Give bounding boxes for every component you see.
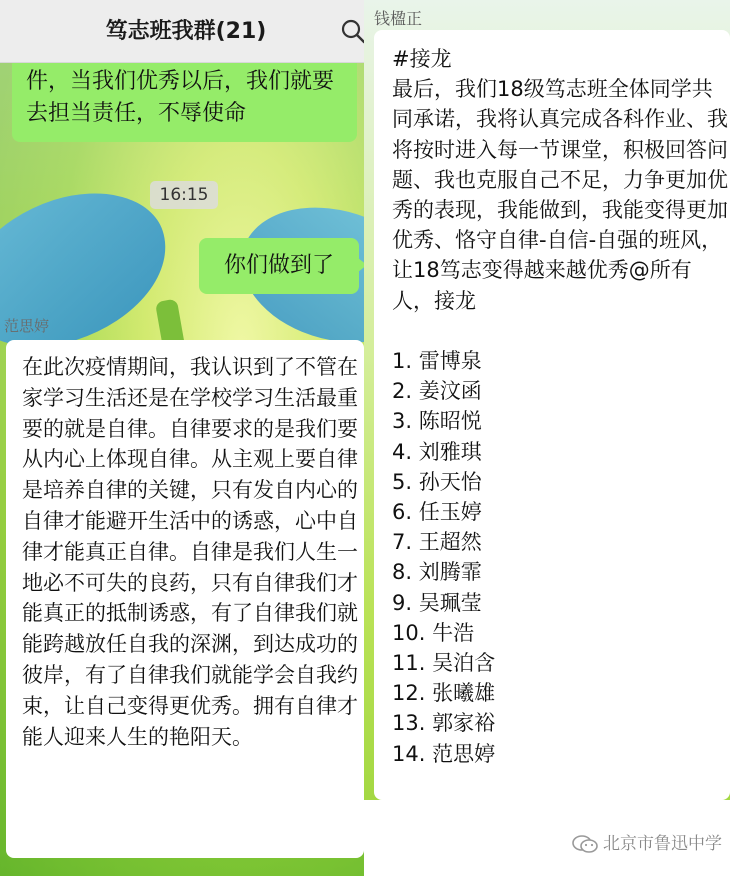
list-item: 4. 刘雅琪	[392, 439, 482, 464]
list-item: 9. 吴珮莹	[392, 590, 482, 615]
wechat-official-account-icon	[571, 833, 599, 855]
list-item: 2. 姜汶函	[392, 379, 482, 404]
message-timestamp: 16:15	[150, 181, 218, 209]
sender-name: 钱楹正	[374, 9, 423, 28]
list-item: 12. 张曦雄	[392, 681, 496, 706]
watermark-text: 北京市鲁迅中学	[603, 834, 722, 854]
chat-title: 笃志班我群(21)	[105, 19, 267, 44]
message-text: 你们做到了	[223, 253, 334, 278]
list-item: 13. 郭家裕	[392, 711, 496, 736]
list-item: 14. 范思婷	[392, 741, 496, 766]
chat-header	[0, 0, 372, 63]
watermark	[571, 831, 722, 857]
list-item: 8. 刘腾霏	[392, 560, 482, 585]
search-icon[interactable]	[340, 18, 366, 44]
list-item: 11. 吴泊含	[392, 651, 496, 676]
sender-name: 范思婷	[4, 317, 50, 335]
list-item: 1. 雷博泉	[392, 349, 482, 374]
message-bubble-sent[interactable]	[12, 56, 357, 142]
message-text: 在此次疫情期间，我认识到了不管在家学习生活还是在学校学习生活最重要的就是自律。自律要求的是我们要从内心上体现自律。从主观上要自律是培养自律的关键，只有发自内心的自律才能避开生活中的诱惑，心中自律才能真正自律。自律是我们人生一地必不可失的良药，只有自律我们才能真正的抵制诱惑，有了自律我们就能跨越放任自我的深渊，到达成功的彼岸，有了自律我们就能学会自我约束，让自己变得更优秀。拥有自律才能人迎来人生的艳阳天。	[22, 355, 358, 749]
message-bubble-received[interactable]	[6, 340, 364, 858]
message-tag: #接龙	[392, 47, 452, 71]
message-bubble-received[interactable]	[374, 30, 730, 800]
message-bubble-sent[interactable]	[199, 238, 359, 294]
list-item: 7. 王超然	[392, 530, 482, 555]
message-text	[392, 44, 728, 769]
right-chat-screenshot	[364, 0, 730, 876]
list-item: 3. 陈昭悦	[392, 409, 482, 434]
list-item: 10. 牛浩	[392, 620, 475, 645]
list-item: 6. 任玉婷	[392, 500, 482, 525]
list-item: 5. 孙天怡	[392, 469, 482, 494]
message-body: 最后，我们18级笃志班全体同学共同承诺，我将认真完成各科作业、我将按时进入每一节课堂，积极回答问题、我也克服自己不足，力争更加优秀的表现，我能做到，我能变得更加优秀、恪守自律-自信-自强的班风，让18笃志变得越来越优秀@所有人，接龙	[392, 77, 728, 313]
message-text: 件，当我们优秀以后，我们就要去担当责任，不辱使命	[26, 69, 335, 126]
